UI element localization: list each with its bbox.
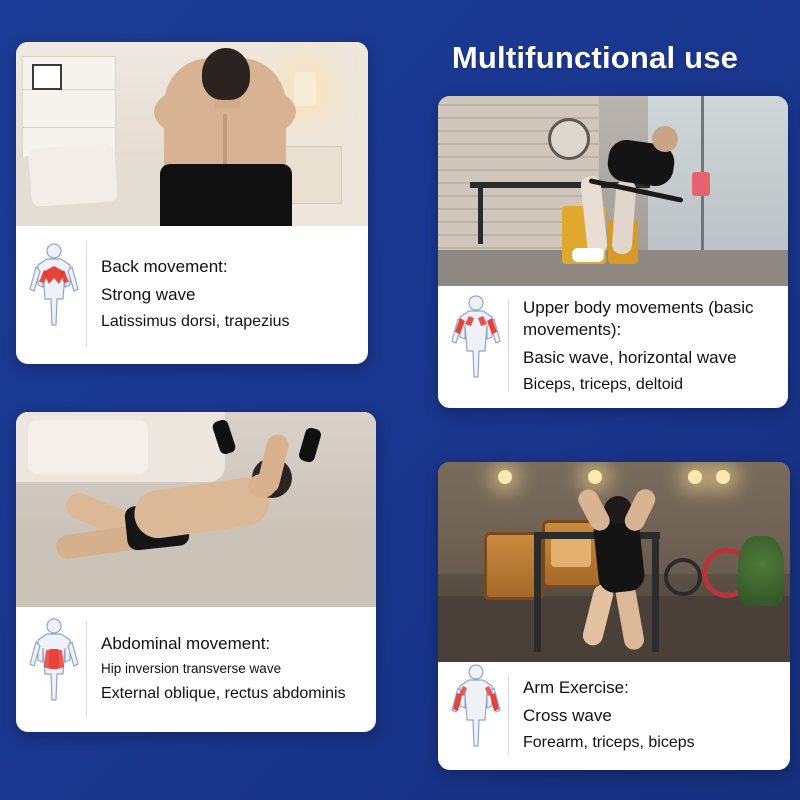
card-subtitle: Hip inversion transverse wave (101, 661, 282, 677)
card-muscles: Latissimus dorsi, trapezius (101, 313, 290, 331)
card-arm-exercise (438, 462, 790, 770)
card-title: Abdominal movement: (101, 634, 271, 654)
photo-arm-exercise (438, 462, 790, 662)
photo-upper-body-movements (438, 96, 788, 286)
photo-back-movement (16, 42, 368, 226)
card-back-movement (16, 42, 368, 364)
card-title: Arm Exercise: (523, 678, 629, 697)
body-figure-back (22, 241, 87, 348)
body-figure-abdominal (22, 621, 87, 716)
card-title: Back movement: (101, 257, 228, 276)
card-muscles: External oblique, rectus abdominis (101, 684, 346, 702)
card-upper-body-movements (438, 96, 788, 408)
card-subtitle: Strong wave (101, 285, 196, 305)
body-figure-upper (444, 300, 509, 393)
card-abdominal-movement (16, 412, 376, 732)
card-subtitle: Basic wave, horizontal wave (523, 347, 737, 367)
card-title: Upper body movements (basic movements): (523, 298, 754, 339)
body-figure-arm (444, 675, 509, 756)
page-title: Multifunctional use (451, 40, 739, 75)
photo-abdominal-movement (16, 412, 376, 607)
card-muscles: Forearm, triceps, biceps (523, 734, 695, 752)
card-subtitle: Cross wave (523, 706, 612, 726)
card-muscles: Biceps, triceps, deltoid (523, 375, 684, 393)
